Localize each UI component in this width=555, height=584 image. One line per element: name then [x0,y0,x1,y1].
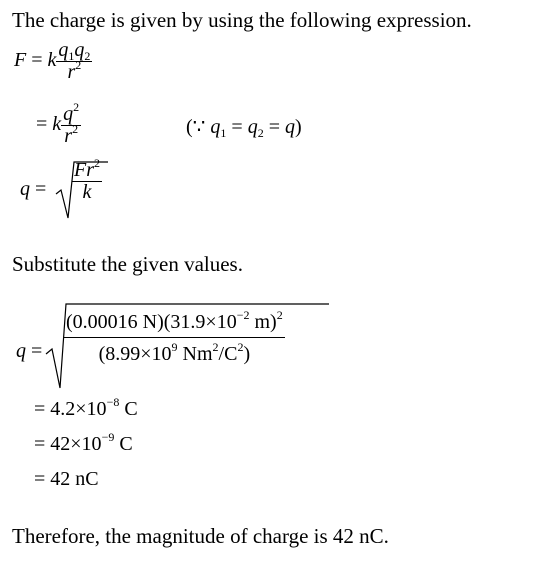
equals-sign: = [31,49,43,72]
intro-text: The charge is given by using the following expression. [12,8,472,32]
conclusion-text: Therefore, the magnitude of charge is 42 nC. [12,524,389,548]
charge-formula-q: q = [20,178,47,200]
fraction-fr2-k: $\frac{Fr^2}{k}$ [74,156,100,203]
fraction-q1q2-r2: $\frac{q_1q_2}{r^2}$ [58,39,91,83]
constant-k: k [47,49,57,72]
final-answer: 42 nC [332,524,384,548]
force-symbol: F [14,49,27,72]
substitution-denominator: ($8.99\times 10^9$ $Nm^2/C^2$) [98,340,251,365]
result-step-1: = $4.2\times 10^{-8}$ C [34,395,138,420]
substitution-numerator: (0.00016 $N)(31.9\times 10^{-2}$ m)$^2$ [64,312,285,338]
because-symbol: ∵ [192,116,206,138]
result-step-2: = $42\times 10^{-9}$ C [34,430,133,455]
equals-sign: = [36,113,48,136]
fraction-q2-r2: $\frac{q^2}{r^2}$ [63,100,80,147]
substitute-text: Substitute the given values. [12,252,243,276]
equation-force [14,40,92,83]
constant-k: k [52,113,62,136]
equation-force-simplified [36,100,81,147]
substitution-fraction [64,308,285,365]
equal-charges-condition: (∵ $q_1 = q_2 = q$) [186,116,302,140]
result-step-3: = 42 nC [34,468,99,490]
calc-lhs: q = [16,340,43,362]
